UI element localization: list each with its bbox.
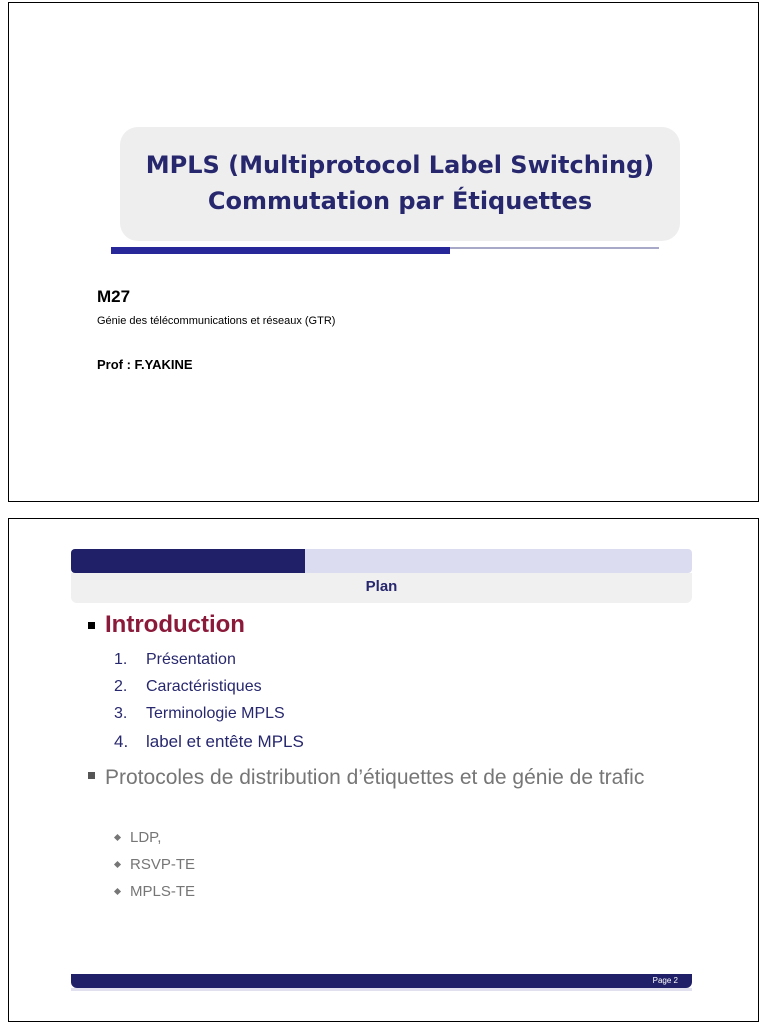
header-bar-accent <box>71 549 305 573</box>
course-name: Génie des télécommunications et réseaux (GTR) <box>97 315 336 327</box>
intro-item-label: Présentation <box>146 651 236 668</box>
intro-item <box>114 705 285 723</box>
protocol-item-label: LDP, <box>130 829 162 846</box>
diamond-bullet-icon <box>114 834 121 841</box>
footer-bar-shadow <box>71 988 692 991</box>
course-code: M27 <box>97 287 131 306</box>
square-bullet-icon <box>88 622 95 629</box>
protocol-item <box>115 856 195 873</box>
intro-item <box>114 651 236 669</box>
professor-name: Prof : F.YAKINE <box>97 357 193 372</box>
title-slide <box>8 2 759 502</box>
intro-item-number: 4. <box>114 732 129 751</box>
diamond-bullet-icon <box>114 888 121 895</box>
protocol-item-label: MPLS-TE <box>130 883 196 900</box>
intro-item-number: 3. <box>114 705 128 722</box>
introduction-heading: Introduction <box>105 611 245 638</box>
footer-bar <box>71 974 692 988</box>
slide-title-line-1: MPLS (Multiprotocol Label Switching) <box>145 151 655 179</box>
plan-heading: Plan <box>71 573 692 603</box>
page-number: Page 2 <box>652 976 678 985</box>
intro-item-label: Caractéristiques <box>146 678 262 695</box>
intro-item-number: 2. <box>114 678 128 695</box>
protocol-item <box>115 829 161 846</box>
intro-item-label: label et entête MPLS <box>146 732 304 751</box>
slide-title-line-2: Commutation par Étiquettes <box>207 187 593 215</box>
intro-item <box>114 732 304 752</box>
title-underline-accent <box>111 247 450 254</box>
square-bullet-icon <box>88 772 95 779</box>
plan-slide <box>8 518 759 1022</box>
protocol-item-label: RSVP-TE <box>130 856 196 873</box>
protocols-heading: Protocoles de distribution d’étiquettes et de génie de trafic <box>105 766 645 789</box>
intro-item <box>114 678 262 696</box>
intro-item-label: Terminologie MPLS <box>146 705 285 722</box>
protocol-item <box>115 883 195 900</box>
intro-item-number: 1. <box>114 651 128 668</box>
title-box <box>120 127 680 241</box>
diamond-bullet-icon <box>114 861 121 868</box>
